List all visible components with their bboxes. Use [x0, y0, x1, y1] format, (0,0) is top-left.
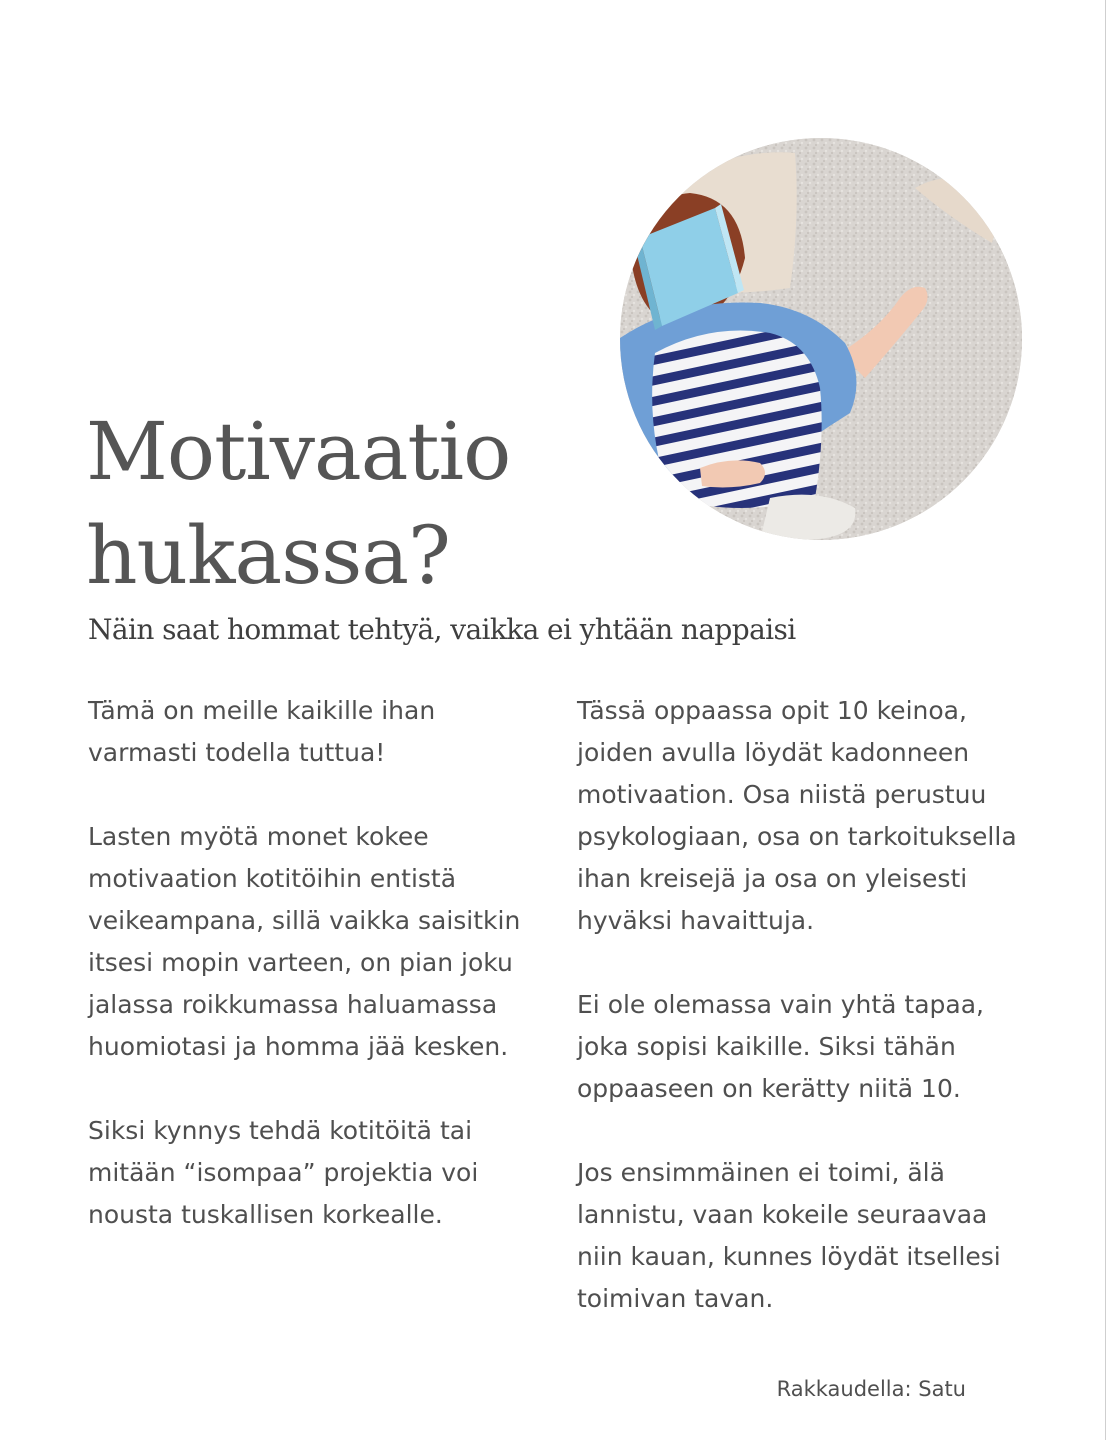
left-paragraph-3: Siksi kynnys tehdä kotitöitä tai mitään “isompaa” projektia voi nousta tuskallisen korkealle.: [88, 1116, 479, 1229]
right-paragraph-1: Tässä oppaassa opit 10 keinoa, joiden avulla löydät kadonneen motivaation. Osa niistä perustuu psykologiaan, osa on tarkoituksella ihan kreisejä ja osa on yleisesti hyväksi havaittuja.: [577, 696, 1017, 935]
title-line-1: Motivaatio: [86, 405, 511, 498]
title-line-2: hukassa?: [86, 509, 450, 602]
page-subtitle: Näin saat hommat tehtyä, vaikka ei yhtään nappaisi: [88, 613, 796, 646]
right-paragraph-2: Ei ole olemassa vain yhtä tapaa, joka sopisi kaikille. Siksi tähän oppaaseen on kerätty niitä 10.: [577, 990, 985, 1103]
left-paragraph-2: Lasten myötä monet kokee motivaation kotitöihin entistä veikeampana, sillä vaikka saisitkin itsesi mopin varteen, on pian joku jalassa roikkumassa haluamassa huomiotasi ja homma jää kesken.: [88, 822, 521, 1061]
left-text-column: [88, 690, 538, 1236]
left-paragraph-1: Tämä on meille kaikille ihan varmasti todella tuttua!: [88, 696, 436, 767]
hero-photo: [620, 138, 1022, 540]
right-paragraph-3: Jos ensimmäinen ei toimi, älä lannistu, vaan kokeile seuraavaa niin kauan, kunnes löydät itsellesi toimivan tavan.: [577, 1158, 1001, 1313]
signature: Rakkaudella: Satu: [776, 1377, 966, 1401]
woman-lying-on-rug-with-book-over-face-photo: [620, 138, 1022, 540]
page-title: [86, 400, 606, 608]
right-text-column: [577, 690, 1037, 1320]
page-edge-line: [1105, 0, 1106, 1440]
